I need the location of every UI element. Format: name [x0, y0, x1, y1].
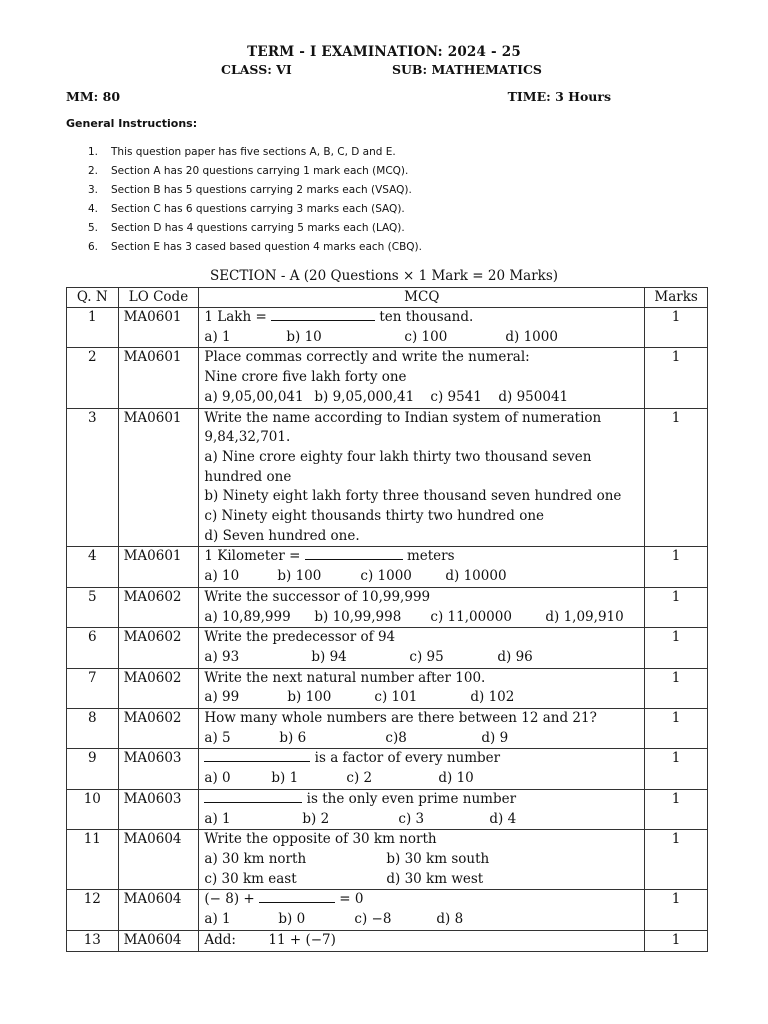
- instruction-number: 1.: [88, 146, 99, 158]
- exam-title: TERM - I EXAMINATION: 2024 - 25: [247, 44, 521, 60]
- question-suffix: meters: [402, 548, 455, 565]
- option: b) 1: [271, 770, 299, 787]
- exam-time: TIME: 3 Hours: [507, 89, 611, 104]
- question-text: [204, 931, 640, 951]
- option: b) 30 km south: [386, 850, 490, 867]
- marks: 1: [645, 668, 708, 708]
- option: c) 95: [409, 648, 444, 665]
- question-cell: [199, 930, 645, 951]
- instruction-item: [88, 219, 422, 238]
- options: [204, 769, 640, 789]
- lo-code: MA0604: [118, 890, 199, 930]
- option: b) 6: [279, 729, 307, 746]
- question-number: 8: [67, 709, 119, 749]
- lo-code: MA0602: [118, 668, 199, 708]
- options: [204, 388, 640, 408]
- question-expression: 11 + (−7): [268, 931, 336, 948]
- table-row: [67, 890, 708, 930]
- option: b) 94: [311, 648, 347, 665]
- option: b) 10,99,998: [314, 608, 402, 625]
- instruction-text: This question paper has five sections A, B, C, D and E.: [111, 146, 396, 158]
- question-number: 2: [67, 348, 119, 408]
- question-cell: [199, 789, 645, 829]
- option: c) 3: [398, 810, 425, 827]
- question-text: Place commas correctly and write the numeral:: [204, 349, 530, 366]
- lo-code: MA0602: [118, 709, 199, 749]
- table-row: [67, 408, 708, 547]
- option: a) 10: [204, 568, 240, 585]
- question-cell: [199, 547, 645, 587]
- options: [204, 850, 640, 870]
- option: a) 99: [204, 689, 240, 706]
- table-row: [67, 930, 708, 951]
- instruction-number: 5.: [88, 222, 99, 234]
- table-row: [67, 348, 708, 408]
- option: d) 950041: [498, 388, 569, 405]
- question-cell: [199, 587, 645, 627]
- question-text: Write the predecessor of 94: [204, 629, 396, 646]
- option: c) Ninety eight thousands thirty two hundred one: [204, 508, 545, 525]
- instruction-item: [88, 162, 422, 181]
- options: [204, 328, 640, 348]
- general-instructions-title: General Instructions:: [66, 117, 198, 130]
- option: b) 100: [277, 568, 322, 585]
- option: a) 30 km north: [204, 850, 307, 867]
- lo-code: MA0601: [118, 348, 199, 408]
- question-suffix: = 0: [335, 891, 364, 908]
- option: a) 1: [204, 911, 231, 928]
- option: d) Seven hundred one.: [204, 527, 360, 544]
- question-suffix: is the only even prime number: [302, 790, 517, 807]
- instruction-item: [88, 143, 422, 162]
- table-row: [67, 628, 708, 668]
- column-header-qn: Q. N: [67, 288, 119, 308]
- option: a) 1: [204, 810, 231, 827]
- column-header-lo: LO Code: [118, 288, 199, 308]
- option: c) 100: [404, 328, 448, 345]
- table-row: [67, 709, 708, 749]
- question-number: 5: [67, 587, 119, 627]
- max-marks: MM: 80: [66, 89, 121, 104]
- column-header-marks: Marks: [645, 288, 708, 308]
- instruction-text: Section C has 6 questions carrying 3 marks each (SAQ).: [111, 203, 405, 215]
- question-text: Write the successor of 10,99,999: [204, 588, 431, 605]
- table-row: [67, 587, 708, 627]
- option: d) 10: [438, 770, 474, 787]
- question-cell: [199, 348, 645, 408]
- question-text: Write the next natural number after 100.: [204, 669, 486, 686]
- question-cell: [199, 830, 645, 890]
- question-number: 13: [67, 930, 119, 951]
- option: b) 0: [278, 911, 306, 928]
- option: c) 11,00000: [430, 608, 512, 625]
- question-text: [204, 308, 640, 328]
- question-label: Add:: [204, 931, 236, 948]
- question-text: [204, 547, 640, 567]
- instruction-item: [88, 200, 422, 219]
- marks: 1: [645, 930, 708, 951]
- instruction-item: [88, 181, 422, 200]
- option: b) 9,05,000,41: [314, 388, 415, 405]
- marks: 1: [645, 587, 708, 627]
- column-header-mcq: MCQ: [199, 288, 645, 308]
- option: c) 2: [346, 770, 373, 787]
- question-cell: [199, 709, 645, 749]
- marks: 1: [645, 890, 708, 930]
- section-a-table: [66, 287, 708, 952]
- answer-blank: [259, 891, 335, 903]
- option: d) 1,09,910: [545, 608, 624, 625]
- lo-code: MA0603: [118, 789, 199, 829]
- question-text: Nine crore five lakh forty one: [204, 369, 407, 386]
- class-label: CLASS: VI: [221, 62, 292, 77]
- option: d) 8: [436, 911, 464, 928]
- marks: 1: [645, 789, 708, 829]
- options: [204, 648, 640, 668]
- lo-code: MA0604: [118, 830, 199, 890]
- option: b) 2: [302, 810, 330, 827]
- instruction-text: Section A has 20 questions carrying 1 mark each (MCQ).: [111, 165, 409, 177]
- table-row: [67, 668, 708, 708]
- answer-blank: [305, 548, 403, 560]
- marks: 1: [645, 308, 708, 348]
- marks: 1: [645, 408, 708, 547]
- question-cell: [199, 890, 645, 930]
- question-number: 12: [67, 890, 119, 930]
- option: b) Ninety eight lakh forty three thousand seven hundred one: [204, 488, 622, 505]
- instruction-text: Section D has 4 questions carrying 5 marks each (LAQ).: [111, 222, 405, 234]
- question-prefix: (− 8) +: [204, 891, 260, 908]
- answer-blank: [204, 791, 302, 803]
- table-row: [67, 547, 708, 587]
- options: [204, 608, 640, 628]
- table-row: [67, 789, 708, 829]
- subject-label: SUB: MATHEMATICS: [392, 62, 542, 77]
- question-text: How many whole numbers are there between 12 and 21?: [204, 710, 597, 727]
- table-row: [67, 308, 708, 348]
- option: d) 96: [497, 648, 533, 665]
- table-row: [67, 830, 708, 890]
- marks: 1: [645, 348, 708, 408]
- question-number: 4: [67, 547, 119, 587]
- question-number: 3: [67, 408, 119, 547]
- option: d) 9: [481, 729, 509, 746]
- question-cell: [199, 668, 645, 708]
- option: a) Nine crore eighty four lakh thirty two thousand seven hundred one: [204, 448, 592, 485]
- marks: 1: [645, 547, 708, 587]
- lo-code: MA0602: [118, 628, 199, 668]
- lo-code: MA0603: [118, 749, 199, 789]
- instruction-number: 6.: [88, 241, 99, 253]
- marks: 1: [645, 709, 708, 749]
- marks: 1: [645, 628, 708, 668]
- marks: 1: [645, 749, 708, 789]
- option: a) 0: [204, 770, 231, 787]
- instruction-number: 3.: [88, 184, 99, 196]
- lo-code: MA0604: [118, 930, 199, 951]
- options: [204, 870, 640, 890]
- question-number: 11: [67, 830, 119, 890]
- options: [204, 729, 640, 749]
- answer-blank: [204, 750, 310, 762]
- option: d) 1000: [505, 328, 558, 345]
- question-text: [204, 749, 640, 769]
- question-number: 9: [67, 749, 119, 789]
- option: a) 93: [204, 648, 240, 665]
- instruction-number: 4.: [88, 203, 99, 215]
- option: a) 9,05,00,041: [204, 388, 304, 405]
- lo-code: MA0602: [118, 587, 199, 627]
- question-text: Write the name according to Indian system of numeration 9,84,32,701.: [204, 409, 602, 446]
- question-number: 10: [67, 789, 119, 829]
- option: b) 100: [287, 689, 332, 706]
- option: c) 1000: [360, 568, 412, 585]
- option: d) 102: [470, 689, 515, 706]
- table-header-row: [67, 288, 708, 308]
- instruction-text: Section B has 5 questions carrying 2 marks each (VSAQ).: [111, 184, 412, 196]
- options: [204, 688, 640, 708]
- option: c) 30 km east: [204, 870, 297, 887]
- instruction-item: [88, 238, 422, 257]
- question-prefix: 1 Lakh =: [204, 309, 272, 325]
- option: c)8: [385, 729, 407, 746]
- lo-code: MA0601: [118, 408, 199, 547]
- option: c) −8: [354, 911, 392, 928]
- option: c) 9541: [430, 388, 482, 405]
- options: [204, 910, 640, 930]
- options: [204, 567, 640, 587]
- question-text: [204, 890, 640, 910]
- option: a) 5: [204, 729, 231, 746]
- option: c) 101: [374, 689, 418, 706]
- instructions-list: [88, 143, 422, 257]
- question-text: [204, 790, 640, 810]
- marks: 1: [645, 830, 708, 890]
- option: d) 10000: [445, 568, 507, 585]
- question-suffix: is a factor of every number: [310, 750, 501, 767]
- question-number: 6: [67, 628, 119, 668]
- question-prefix: 1 Kilometer =: [204, 548, 305, 565]
- question-text: Write the opposite of 30 km north: [204, 831, 437, 848]
- options: [204, 810, 640, 830]
- option: a) 1: [204, 328, 231, 345]
- question-cell: [199, 628, 645, 668]
- question-cell: [199, 308, 645, 348]
- option: d) 4: [489, 810, 517, 827]
- lo-code: MA0601: [118, 547, 199, 587]
- question-number: 7: [67, 668, 119, 708]
- question-number: 1: [67, 308, 119, 348]
- option: a) 10,89,999: [204, 608, 291, 625]
- lo-code: MA0601: [118, 308, 199, 348]
- answer-blank: [271, 309, 375, 321]
- option: d) 30 km west: [386, 870, 484, 887]
- question-suffix: ten thousand.: [375, 309, 474, 325]
- option: b) 10: [286, 328, 322, 345]
- question-cell: [199, 749, 645, 789]
- instruction-number: 2.: [88, 165, 99, 177]
- instruction-text: Section E has 3 cased based question 4 marks each (CBQ).: [111, 241, 422, 253]
- question-cell: [199, 408, 645, 547]
- table-row: [67, 749, 708, 789]
- section-a-heading: SECTION - A (20 Questions × 1 Mark = 20 Marks): [209, 268, 559, 284]
